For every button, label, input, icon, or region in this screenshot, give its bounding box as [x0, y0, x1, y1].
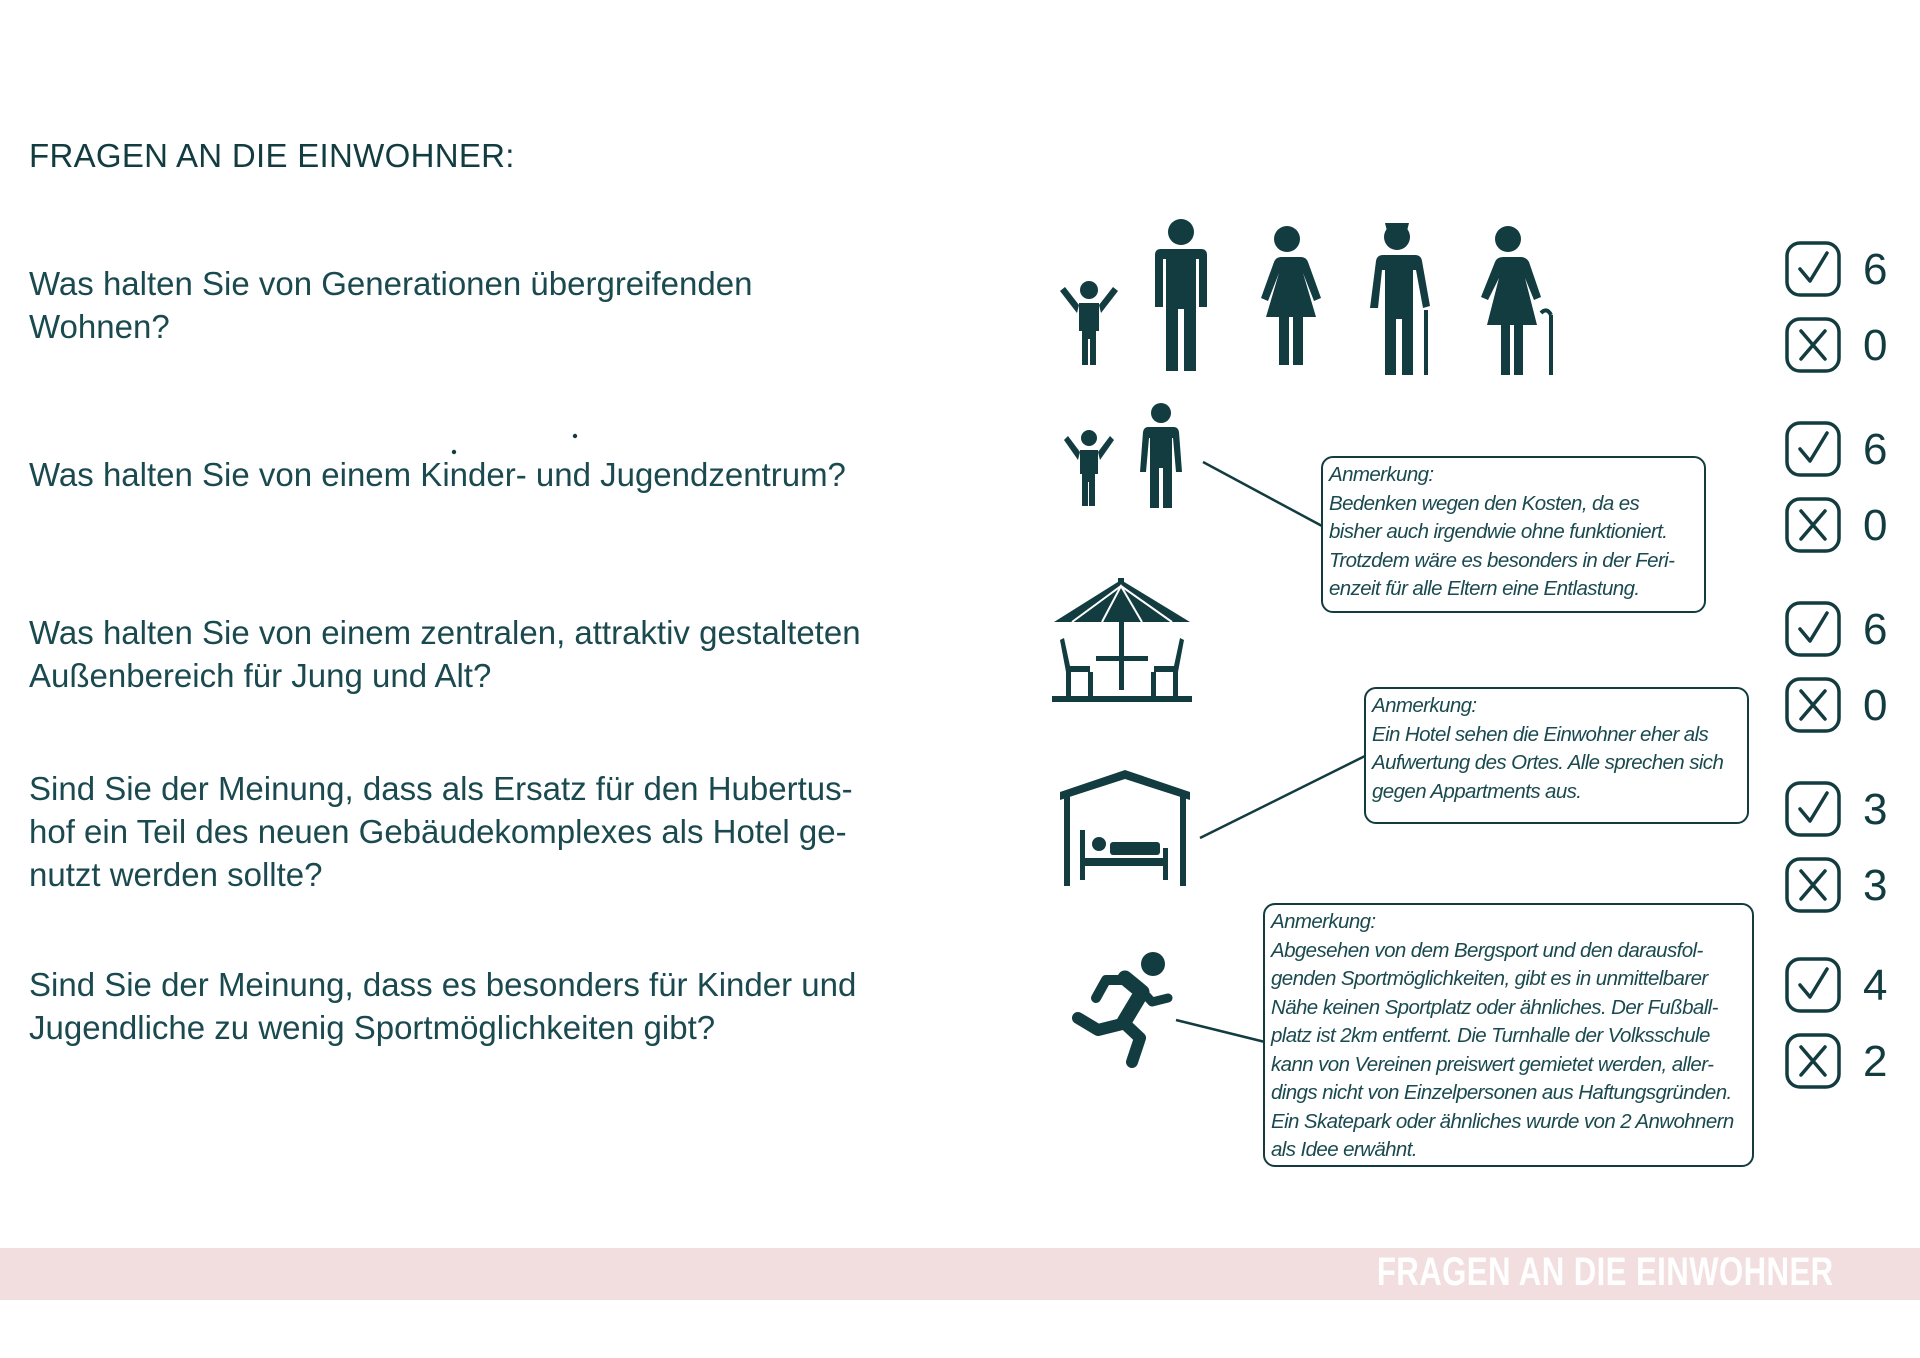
no-count: 3 — [1863, 861, 1888, 910]
yes-count: 6 — [1863, 245, 1888, 294]
note-line: Trotzdem wäre es besonders in der Feri- — [1329, 548, 1675, 572]
no-count: 0 — [1863, 501, 1888, 550]
question-4: Sind Sie der Meinung, dass als Ersatz für den Hubertus- hof ein Teil des neuen Gebäudekomplexes als Hotel ge- nutzt werden sollte? — [29, 770, 853, 893]
note-line: Anmerkung: — [1329, 463, 1434, 486]
answer-no-row — [1785, 497, 1905, 557]
answer-no-row — [1785, 317, 1905, 377]
checkmark-icon — [1785, 601, 1841, 657]
answer-no-row — [1785, 677, 1905, 737]
cross-icon — [1785, 497, 1841, 553]
note-line: Bedenken wegen den Kosten, da es — [1329, 491, 1640, 515]
question-5: Sind Sie der Meinung, dass es besonders für Kinder und Jugendliche zu wenig Sportmöglichkeiten gibt? — [29, 966, 857, 1046]
note-line: genden Sportmöglichkeiten, gibt es in unmittelbarer — [1271, 967, 1708, 990]
question-1: Was halten Sie von Generationen übergreifenden Wohnen? — [29, 265, 753, 345]
note-line: Anmerkung: — [1372, 694, 1477, 717]
footer-label: FRAGEN AN DIE EINWOHNER — [1377, 1250, 1834, 1294]
cross-icon — [1785, 1033, 1841, 1089]
note-line: platz ist 2km entfernt. Die Turnhalle der Volksschule — [1271, 1024, 1710, 1047]
note-line: bisher auch irgendwie ohne funktioniert. — [1329, 520, 1668, 543]
note-line: Nähe keinen Sportplatz oder ähnliches. Der Fußball- — [1271, 995, 1718, 1019]
checkmark-icon — [1785, 781, 1841, 837]
note-hotel — [1364, 687, 1749, 824]
no-count: 0 — [1863, 681, 1888, 730]
note-line: dings nicht von Einzelpersonen aus Haftungsgründen. — [1271, 1081, 1732, 1104]
note-youth-center — [1321, 456, 1706, 613]
answer-no-row — [1785, 1033, 1905, 1093]
footer-band — [0, 1248, 1920, 1300]
note-line: als Idee erwähnt. — [1271, 1138, 1417, 1161]
note-line: Abgesehen von dem Bergsport und den darausfol- — [1271, 938, 1703, 962]
yes-count: 6 — [1863, 605, 1888, 654]
yes-count: 3 — [1863, 785, 1888, 834]
answer-yes-row — [1785, 601, 1905, 661]
yes-count: 4 — [1863, 961, 1888, 1010]
note-sports — [1263, 903, 1754, 1167]
page-title: FRAGEN AN DIE EINWOHNER: — [29, 137, 515, 174]
answer-yes-row — [1785, 957, 1905, 1017]
no-count: 2 — [1863, 1037, 1888, 1086]
checkmark-icon — [1785, 421, 1841, 477]
cross-icon — [1785, 317, 1841, 373]
answer-yes-row — [1785, 241, 1905, 301]
answer-yes-row — [1785, 781, 1905, 841]
yes-count: 6 — [1863, 425, 1888, 474]
checkmark-icon — [1785, 957, 1841, 1013]
note-line: Aufwertung des Ortes. Alle sprechen sich — [1372, 751, 1724, 774]
question-3: Was halten Sie von einem zentralen, attraktiv gestalteten Außenbereich für Jung und Alt? — [29, 614, 861, 694]
answer-no-row — [1785, 857, 1905, 917]
note-line: Ein Hotel sehen die Einwohner eher als — [1372, 722, 1709, 746]
answer-yes-row — [1785, 421, 1905, 481]
cross-icon — [1785, 677, 1841, 733]
note-line: Anmerkung: — [1271, 910, 1376, 933]
checkmark-icon — [1785, 241, 1841, 297]
question-2: Was halten Sie von einem Kinder- und Jugendzentrum? — [29, 456, 846, 493]
note-line: kann von Vereinen preiswert gemietet werden, aller- — [1271, 1052, 1714, 1076]
note-line: gegen Appartments aus. — [1372, 779, 1582, 803]
no-count: 0 — [1863, 321, 1888, 370]
cross-icon — [1785, 857, 1841, 913]
note-line: enzeit für alle Eltern eine Entlastung. — [1329, 577, 1640, 600]
note-line: Ein Skatepark oder ähnliches wurde von 2 Anwohnern — [1271, 1109, 1734, 1133]
